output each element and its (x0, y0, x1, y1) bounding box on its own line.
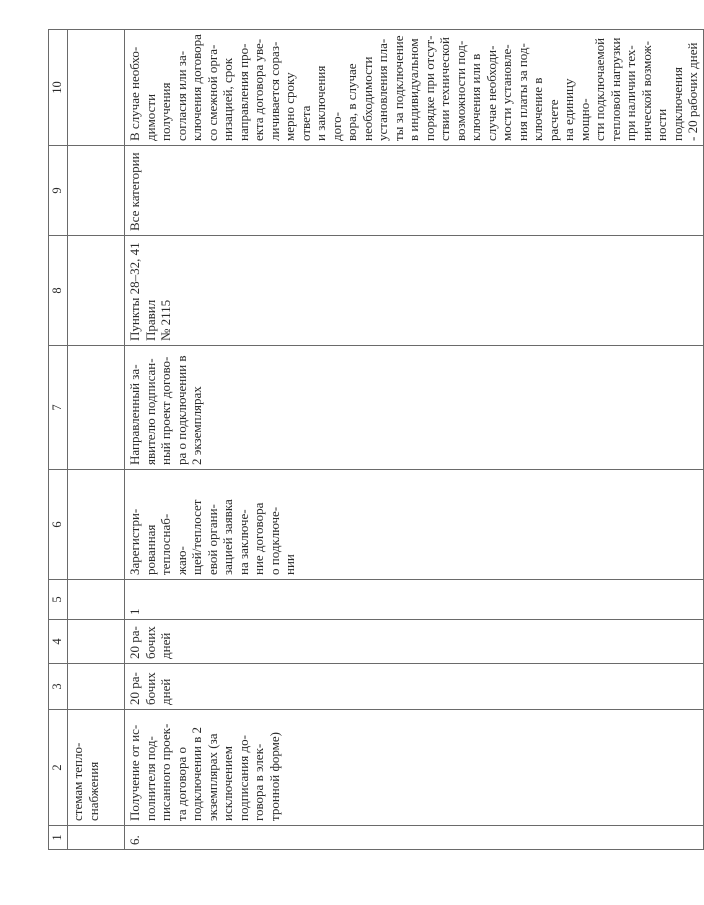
row-number: 6. (127, 835, 142, 845)
header-cell-1: 1 (49, 826, 68, 850)
header-cell-10: 10 (49, 30, 68, 146)
row-number-cell (125, 826, 704, 850)
result-cell (125, 346, 704, 470)
notes-cell (125, 30, 704, 146)
header-cell-9: 9 (49, 146, 68, 236)
continuation-text: стемам тепло- снабжения (70, 742, 101, 821)
input-document: Зарегистри- рованная теплоснаб- жаю- щей/теплосет евой органи- зацией заявка на заключе- ние договора о подключе- нии (127, 499, 297, 575)
duration-a: 20 ра- бочих дней (127, 672, 173, 705)
category-text: Все категории (127, 152, 142, 231)
header-cell-2: 2 (49, 710, 68, 826)
continuation-cell-2 (68, 710, 125, 826)
header-cell-6: 6 (49, 470, 68, 580)
legal-basis: Пункты 28–32, 41 Правил № 2115 (127, 242, 173, 341)
continuation-cell-4 (68, 620, 125, 664)
result-text: Направленный за- явителю подписан- ный проект догово- ра о подключении в 2 экземплярах (127, 355, 204, 465)
stage-description: Получение от ис- полнителя под- писанного проек- та договора о подключении в 2 экземплярах (за исключением подписания до- говора в элек- тронной форме) (127, 723, 282, 821)
header-row (49, 30, 68, 850)
continuation-cell-5 (68, 580, 125, 620)
table-row-6 (125, 30, 704, 850)
continuation-cell-1 (68, 826, 125, 850)
continuation-cell-8 (68, 236, 125, 346)
duration-cell-b (125, 620, 704, 664)
header-cell-7: 7 (49, 346, 68, 470)
continuation-cell-7 (68, 346, 125, 470)
legal-basis-cell (125, 236, 704, 346)
count-cell (125, 580, 704, 620)
continuation-cell-10 (68, 30, 125, 146)
continuation-cell-6 (68, 470, 125, 580)
header-cell-3: 3 (49, 664, 68, 710)
duration-b: 20 ра- бочих дней (127, 626, 173, 659)
stage-description-cell (125, 710, 704, 826)
input-document-cell (125, 470, 704, 580)
notes-text: В случае необхо- димости получения согласия или за- ключения договора со смежной орга- низацией, срок направления про- екта договора уве- личивается сораз- мерно сроку ответа и заключения дого- вора, в случае необходимости установления пла- ты за подключение в индивидуальном порядке при отсут- ствии технической возможности под- ключения или в случае необходи- мости установле- ния платы за под- ключение в расчете на единицу мощно- сти подключаемой тепловой нагрузки при наличии тех- нической возмож- ности подключения - 20 рабочих дней (127, 34, 700, 141)
header-cell-5: 5 (49, 580, 68, 620)
procedure-table (48, 29, 704, 850)
header-cell-8: 8 (49, 236, 68, 346)
continuation-cell-3 (68, 664, 125, 710)
header-cell-4: 4 (49, 620, 68, 664)
continuation-cell-9 (68, 146, 125, 236)
count-value: 1 (127, 608, 142, 615)
duration-cell-a (125, 664, 704, 710)
continuation-row (68, 30, 125, 850)
category-cell (125, 146, 704, 236)
rotated-table-wrapper (48, 30, 700, 850)
